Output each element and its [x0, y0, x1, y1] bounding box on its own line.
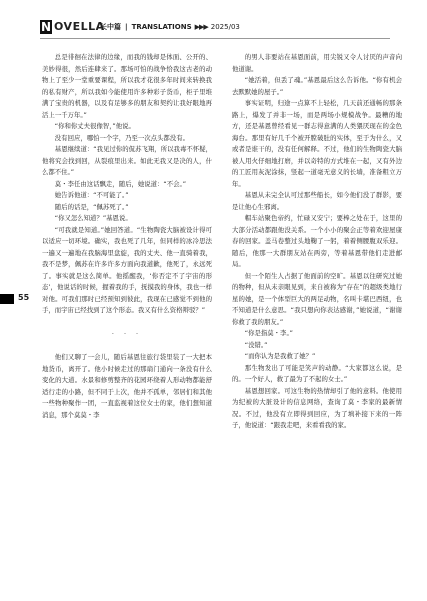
paragraph: “没错。” — [244, 340, 268, 349]
paragraph: 她告诉他道：“不可能了。” — [54, 191, 129, 199]
paragraph: 但一个陌生人占据了他面前的空旷。基恩以往研究过她的物种，但从未亲眼见到，来自被称为“存在”的超级类地行星的她，是一个体型巨大的两足动物，名叫卡堪巴西纽，也不知道是什么意思。“我只想向你表达感谢，”她说道，“谢谢你救了我的朋友。” — [232, 271, 402, 326]
paragraph: “你是指莫・李。” — [244, 329, 293, 337]
paragraph: 帽车站聚色帝约，忙碌又安宁；要棒之处在于，这里的大部分活动都跟他没关系。一个小小的聚会正等着欢迎屋康春的回家。盖马卷整过头地鞠了一躬，着着侧腰腹双乐迎。随后，他那一大群朋友站在两旁，等着基恩带他们走进邮局。 — [232, 214, 402, 268]
paragraph: 基恩从未完全认可过那些船长，如今他们没了群影，要是让他心生邪离。 — [232, 191, 402, 211]
paragraph: 随后的话是，“佩苏死了。” — [54, 202, 129, 211]
page-header — [0, 0, 427, 40]
paragraph: 莫・李任由这话飘走，随后，她说道：“不会。” — [54, 179, 187, 188]
paragraph: 基恩继续道：“我见过你的侃苏飞翔，所以我毒不怀疑，他将究会找到回，从裂痕里出来。如此无我又是决的人，什么都不住。” — [42, 145, 212, 176]
paragraph: 没有回应，哪怕一个字，乃至一次点头都没有。 — [54, 133, 189, 142]
left-column — [42, 52, 212, 421]
paragraph: 他们又聊了一会儿，随后基恩往旅行袋里装了一大把本地货币，离开了。他小时候走过的那扇门通向一条没有什么变化的大道。水景和修剪整齐的花园环绕着人形动物都能舒适行走的小路，但不同于上次，他并不孤单，邻居们和其他一些物种聚作一团，一直监视着这位女士的家，他们想知道消息，那个莫莫・李 — [42, 353, 212, 419]
paragraph: 基恩想回家。可这生物的热情却引了他的意料。他使用为纪被的大脏设计的信息网络，查询了莫・李家的最新情况。不过，他没有立即得到回应，为了填补接下来的一阵子，他说道：“跟我走吧，来看看我的家。 — [232, 386, 402, 429]
paragraph: “而你认为是我救了她？” — [244, 352, 316, 360]
paragraph: “可我就是知道。”她回答道。“生物陶瓷大脑被设计得可以适应一切环境。确实，我也死了几年，但同样的冰冷思法一遍又一遍地在我脑海里盘旋，我的丈夫、他一直骑着我，我不是梦，佩苏在许多许多方面向我道歉，他死了，永远死了。事实就是这么简单。他摇醒我，‘你否定不了宇宙的形态’，他说话的时候，握着我的手，抚摸我的身体，我也一样对他。可我们那时已经预知到彼此，我现在已感觉不到他的手，而宇宙已经找到了这个形态。我又有什么资格辩驳？” — [42, 225, 212, 314]
right-column — [232, 52, 402, 432]
header-running-title — [100, 21, 240, 33]
arrows-icon: ▶▶▶ — [194, 23, 208, 31]
paragraph: “你又怎么知道？”基恩说。 — [54, 214, 132, 222]
section-label: TRANSLATIONS — [131, 23, 192, 31]
paragraph: 事实证明，归途一点算不上轻松，几天前还通畅的那条路上，爆发了并非一场，而是两场小规模战争。最糟的地方，还是基恩曾经看见一群志得意满的人类猥厌现在的金色海台。那里有好几千个被开膛破肚的实体，至于为什么，又或者是谁干的，没有任何解释。不过，他们的生物陶瓷大脑被人用火仔细地打磨，并以奇特的方式堆在一起，又有外边的工匠用灰泥涂抹，竖起一道毫无意义的长墙，准备粗立万年。 — [232, 99, 402, 188]
header-rule — [40, 38, 390, 39]
paragraph: 总是徘徊在法律的边缘，而我的钱却是体面、公开的、美妙得很，然后连肆来了。那场可怕的战争恰我这古老的动物上了至少一堂重要课程，所以我才花很多年时间来转换我的私有财产，所以我如今能使用许多种彩子货币，柜子里堆满了宝贵的机器，以及有足够多的朋友和契约让我好眼地再活上一千万年。” — [42, 53, 212, 119]
paragraph: 的男人非要站在基恩面前，用尖锐又令人讨厌的声音向他道谢。 — [232, 53, 402, 73]
paragraph: “她活着，但丢了魂。”基恩最后这么告诉他。“你有机会去默默她的屋子。” — [232, 76, 402, 96]
paragraph: “你和你丈夫很像智，”他说。 — [54, 122, 135, 130]
issue-date: 2025/03 — [210, 23, 240, 31]
page-number: 55 — [18, 293, 30, 302]
paragraph: 那生物发出了可能是笑声的动静。“大家都这么说，是的。一个好人，救了最为了不起的女士。” — [232, 363, 402, 383]
header-divider: | — [125, 23, 128, 31]
series-label: 长中篇 — [100, 23, 121, 31]
section-break: · · · — [111, 329, 143, 338]
logo-text: OVELLA — [54, 20, 105, 33]
logo-letter-box: N — [40, 20, 52, 34]
page-marker-bar — [0, 294, 14, 304]
